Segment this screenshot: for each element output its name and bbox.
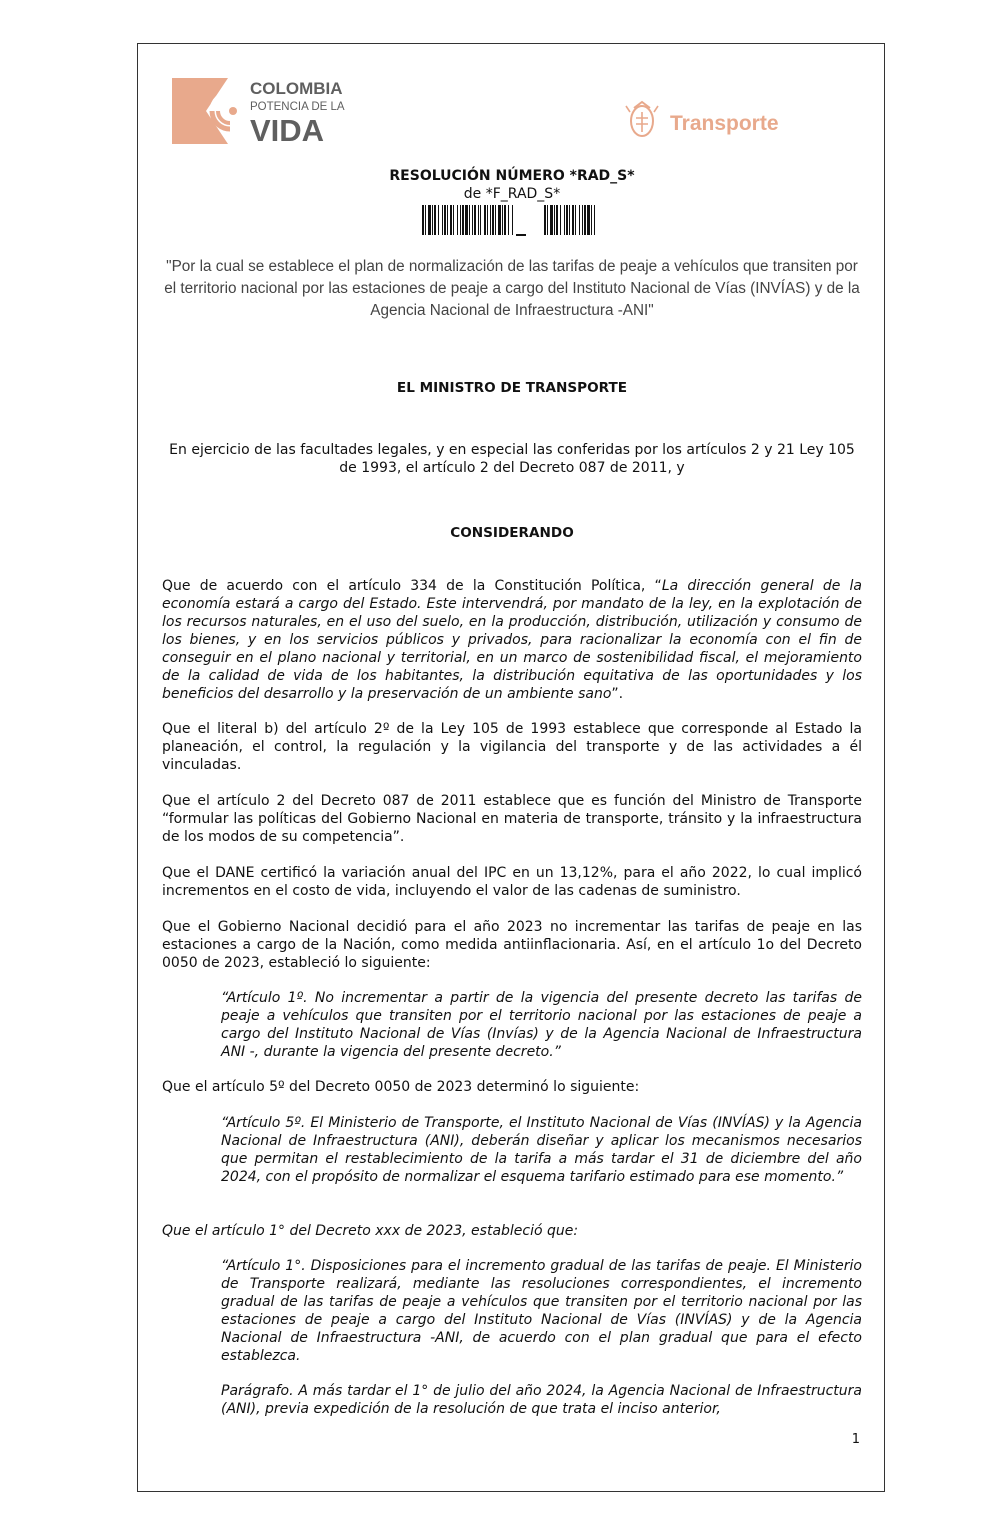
paragraph-4: Que el DANE certificó la variación anual del IPC en un 13,12%, para el año 2022, lo cual implicó incrementos en el costo de vida, incluyendo el valor de las cadenas de suministro. (162, 865, 862, 899)
resolution-number: RESOLUCIÓN NÚMERO *RAD_S* (389, 168, 635, 184)
resolution-date: de *F_RAD_S* (463, 186, 561, 202)
paragraph-5: Que el Gobierno Nacional decidió para el año 2023 no incrementar las tarifas de peaje en las estaciones a cargo de la Nación, como medida antiinflacionaria. Así, en el artículo 1o del Decreto 0050 de 2023, estableció lo siguiente: (162, 919, 862, 971)
transporte-logo (624, 98, 794, 144)
paragraph-3: Que el artículo 2 del Decreto 087 de 2011 establece que es función del Ministro de Transporte “formular las políticas del Gobierno Nacional en materia de transporte, tránsito y la infraestructura de los modos de su competencia”. (162, 793, 862, 845)
paragraph-2: Que el literal b) del artículo 2º de la Ley 105 de 1993 establece que corresponde al Estado la planeación, el control, la regulación y la vigilancia del transporte y de las actividades a él vinculadas. (162, 721, 862, 773)
quote-paragrafo: Parágrafo. A más tardar el 1° de julio del año 2024, la Agencia Nacional de Infraestructura (ANI), previa expedición de la resolución de que trata el inciso anterior, (221, 1383, 862, 1417)
svg-text:VIDA: VIDA (250, 113, 325, 148)
quote-article-1: “Artículo 1º. No incrementar a partir de la vigencia del presente decreto las tarifas de peaje a vehículos que transiten por el territorio nacional por las estaciones de peaje a cargo del Instituto Nacional de Vías (Invías) y de la Agencia Nacional de Infraestructura ANI -, durante la vigencia del presente decreto.” (221, 990, 862, 1060)
svg-text:Transporte: Transporte (670, 112, 779, 135)
svg-text:POTENCIA DE LA: POTENCIA DE LA (250, 101, 345, 113)
quote-article-5: “Artículo 5º. El Ministerio de Transporte, el Instituto Nacional de Vías (INVÍAS) y la Agencia Nacional de Infraestructura (ANI), deberán diseñar y aplicar los mecanismos necesarios que permitan el restablecimiento de la tarifa a más tardar el 31 de diciembre del año 2024, con el propósito de normalizar el esquema tarifario estimado para ese momento.” (221, 1115, 862, 1185)
faculties-paragraph: En ejercicio de las facultades legales, y en especial las conferidas por los artículos 2 y 21 Ley 105 de 1993, el artículo 2 del Decreto 087 de 2011, y (169, 442, 855, 476)
paragraph-7: Que el artículo 1° del Decreto xxx de 2023, estableció que: (162, 1223, 579, 1239)
authority-heading: EL MINISTRO DE TRANSPORTE (396, 380, 628, 396)
considerando-heading: CONSIDERANDO (450, 525, 574, 541)
paragraph-1: Que de acuerdo con el artículo 334 de la Constitución Política, “La dirección general de la economía estará a cargo del Estado. Este intervendrá, por mandato de la ley, en la explotación de los recursos naturales, en el uso del suelo, en la producción, distribución, utilización y consumo de los bienes, y en los servicios públicos y privados, para racionalizar la economía con el fin de conseguir en el plano nacional y territorial, en un marco de sostenibilidad fiscal, el mejoramiento de la calidad de vida de los habitantes, la distribución equitativa de las oportunidades y los beneficios del desarrollo y la preservación de un ambiente sano”. (162, 578, 862, 702)
barcode (422, 205, 596, 237)
svg-text:COLOMBIA: COLOMBIA (250, 79, 343, 98)
page-number: 1 (851, 1432, 860, 1447)
colombia-potencia-logo (168, 74, 358, 148)
document-page (137, 43, 885, 1492)
coat-of-arms-icon (626, 102, 658, 136)
paragraph-6: Que el artículo 5º del Decreto 0050 de 2023 determinó lo siguiente: (162, 1079, 640, 1095)
resolution-subject: "Por la cual se establece el plan de normalización de las tarifas de peaje a vehículos que transiten por el territorio nacional por las estaciones de peaje a cargo del Instituto Nacional de Vías (INVÍAS) y de la Agencia Nacional de Infraestructura -ANI" (164, 258, 860, 319)
quote-decree-article-1: “Artículo 1°. Disposiciones para el incremento gradual de las tarifas de peaje. El Ministerio de Transporte realizará, mediante las resoluciones correspondientes, el incremento gradual de las tarifas de peaje a vehículos que transiten por el territorio nacional por las estaciones de peaje a cargo del Instituto Nacional de Vías (INVÍAS) y de la Agencia Nacional de Infraestructura -ANI, de acuerdo con el plan gradual que para el efecto establezca. (221, 1258, 862, 1364)
